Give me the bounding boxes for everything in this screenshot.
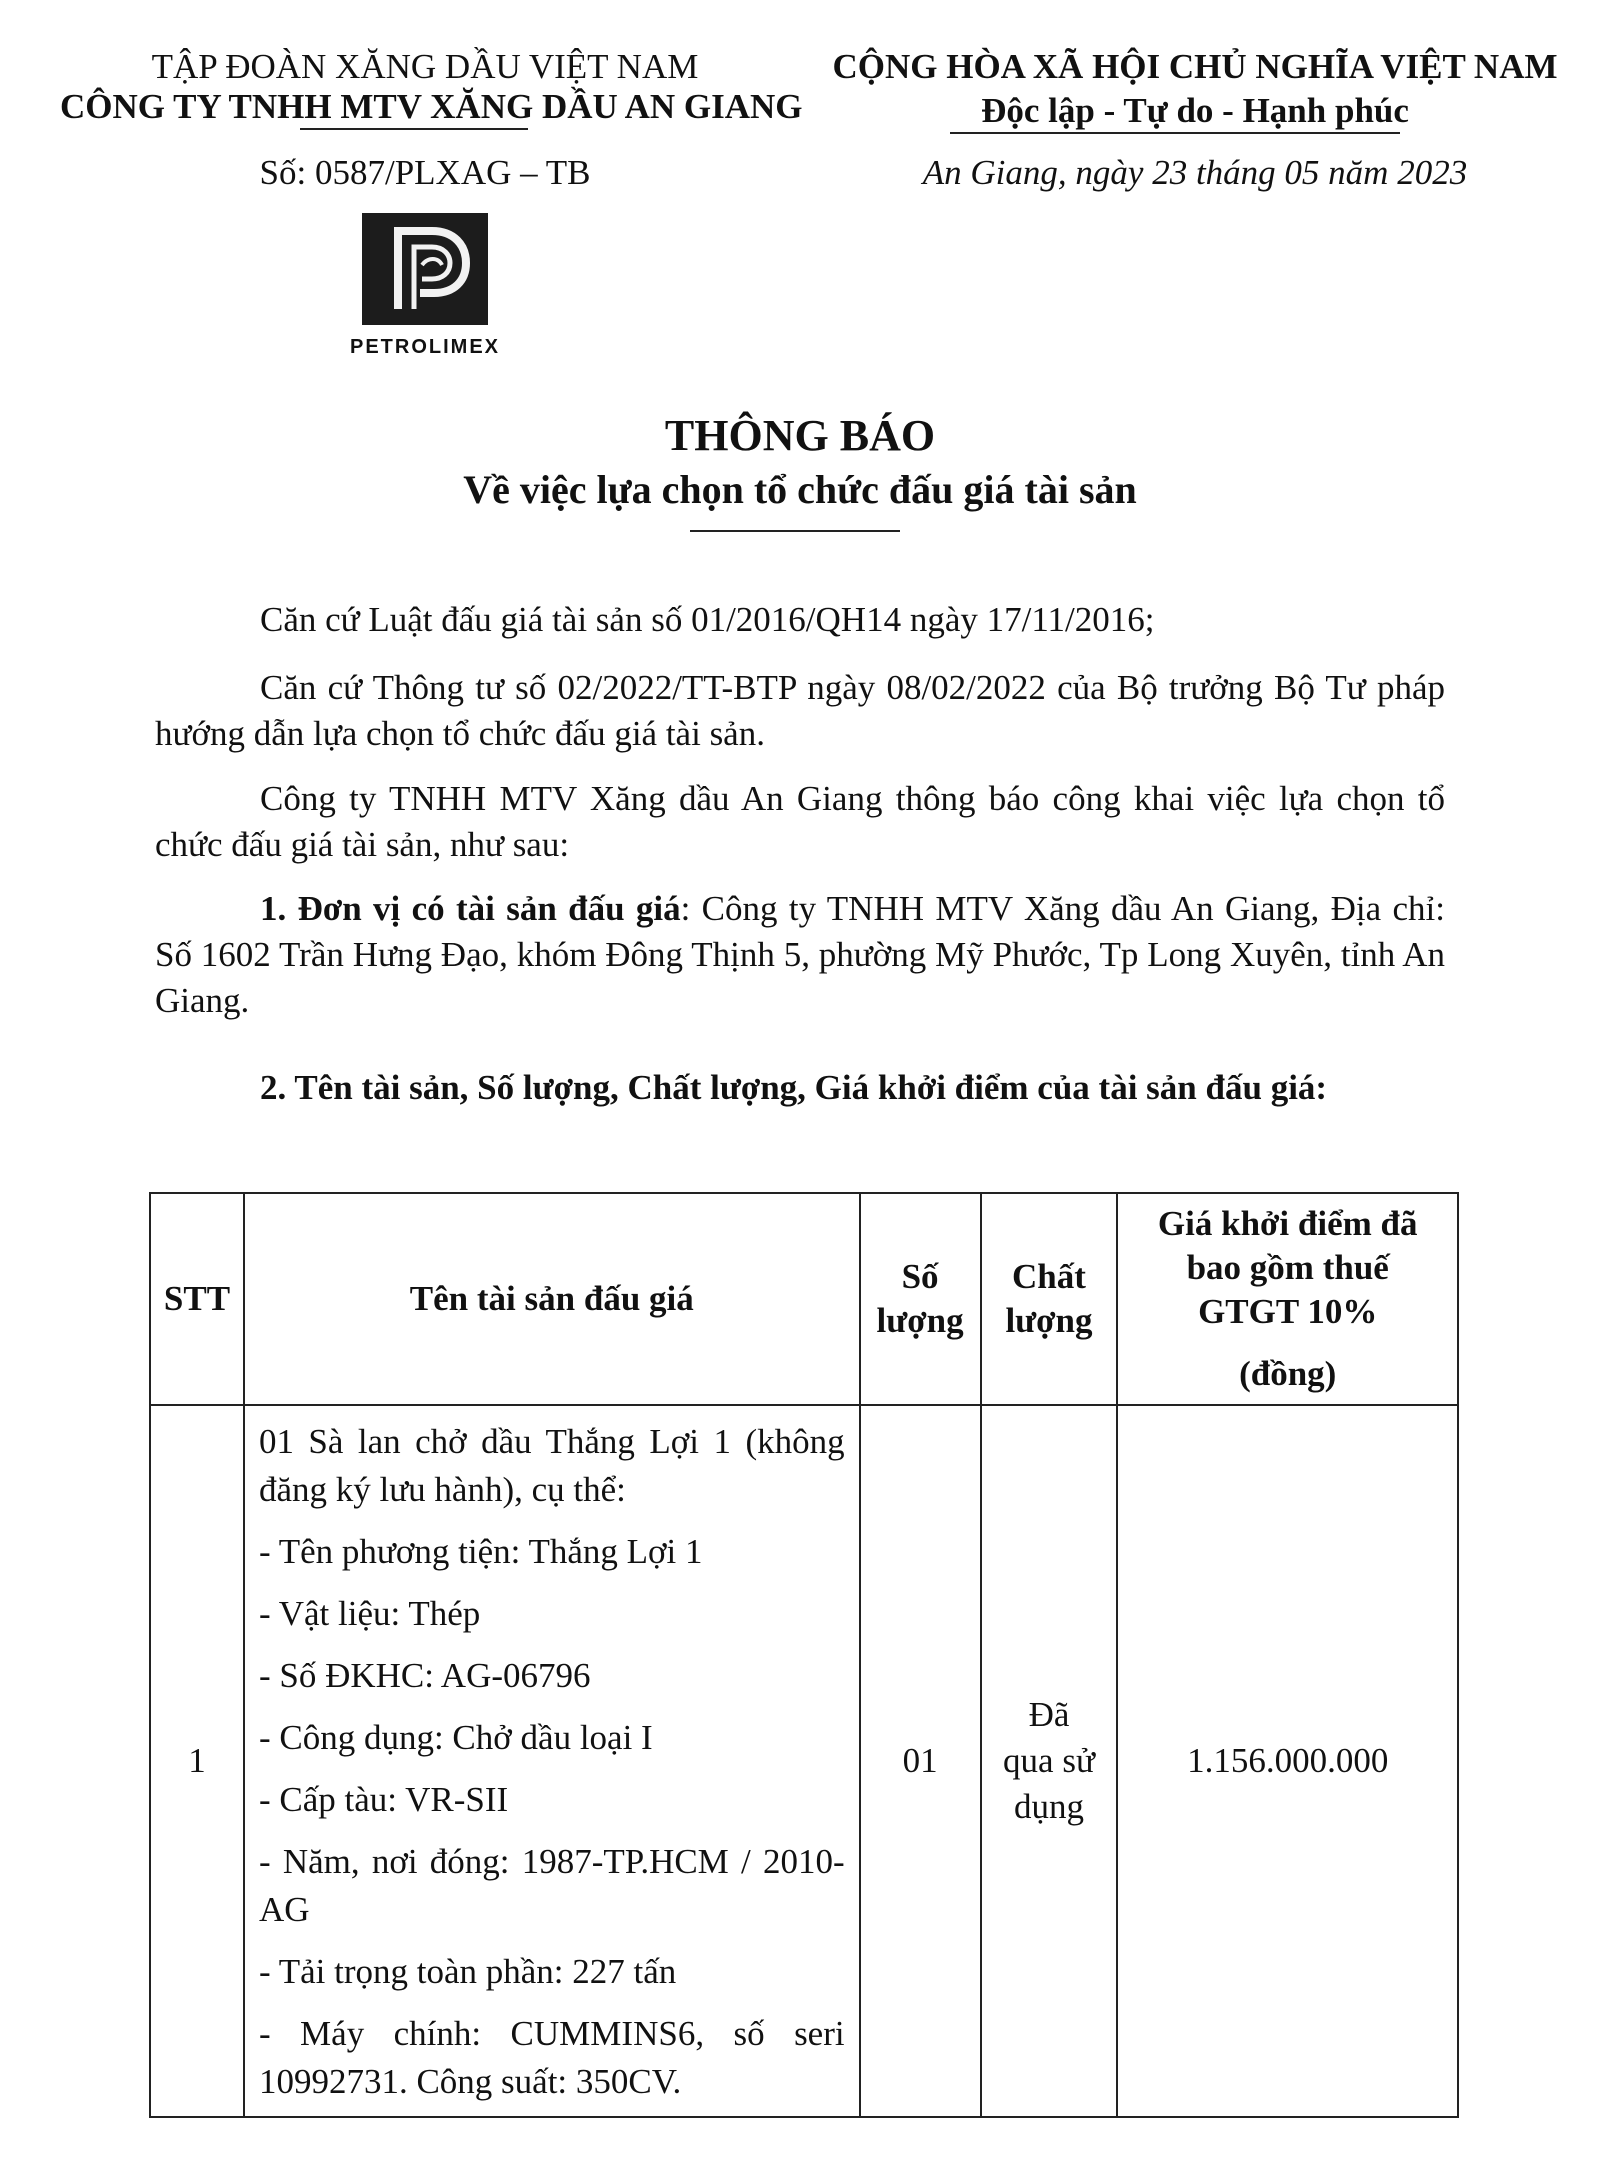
header-price-line-3: GTGT 10% <box>1198 1292 1378 1331</box>
asset-desc-line: - Máy chính: CUMMINS6, số seri 10992731. Công suất: 350CV. <box>258 2014 845 2101</box>
asset-desc-line: 01 Sà lan chở dầu Thắng Lợi 1 (không đăng ký lưu hành), cụ thể: <box>258 1422 845 1509</box>
asset-desc-line: - Tải trọng toàn phần: 227 tấn <box>258 1952 677 1991</box>
header-quality <box>981 1193 1118 1405</box>
quality-line-2: qua sử <box>1003 1741 1095 1780</box>
header-price-line-4: (đồng) <box>1239 1354 1337 1393</box>
table-row <box>150 1405 1458 2117</box>
header-asset-name: Tên tài sản đấu giá <box>244 1193 860 1405</box>
cell-quality <box>981 1405 1118 2117</box>
header-starting-price <box>1117 1193 1458 1405</box>
quality-line-1: Đã <box>1028 1695 1070 1734</box>
header-quality-line-2: lượng <box>1005 1301 1093 1340</box>
header-quantity-line-1: Số <box>901 1257 939 1296</box>
paragraph-legal-basis-1: Căn cứ Luật đấu giá tài sản số 01/2016/QH14 ngày 17/11/2016; <box>260 600 1155 639</box>
header-price-line-2: bao gồm thuế <box>1186 1248 1389 1287</box>
org-underline <box>300 128 528 130</box>
section-1-text: : Công ty TNHH MTV Xăng dầu An Giang, Địa chỉ: Số 1602 Trần Hưng Đạo, khóm Đông Thịnh 5, phường Mỹ Phước, Tp Long Xuyên, tỉnh An Giang. <box>155 889 1446 1020</box>
document-subtitle: Về việc lựa chọn tổ chức đấu giá tài sản <box>463 467 1137 512</box>
document-title: THÔNG BÁO <box>664 411 936 460</box>
paragraph-announcement: Công ty TNHH MTV Xăng dầu An Giang thông báo công khai việc lựa chọn tổ chức đấu giá tài sản, như sau: <box>155 779 1445 864</box>
title-underline <box>690 530 900 532</box>
header-stt: STT <box>150 1193 244 1405</box>
cell-starting-price: 1.156.000.000 <box>1117 1405 1458 2117</box>
section-1 <box>155 886 1445 1024</box>
asset-desc-line: - Cấp tàu: VR-SII <box>258 1780 509 1819</box>
petrolimex-logo-icon <box>362 213 488 325</box>
paragraph-legal-basis-2: Căn cứ Thông tư số 02/2022/TT-BTP ngày 08/02/2022 của Bộ trưởng Bộ Tư pháp hướng dẫn lựa chọn tổ chức đấu giá tài sản. <box>155 668 1445 753</box>
section-2-heading: 2. Tên tài sản, Số lượng, Chất lượng, Giá khởi điểm của tài sản đấu giá: <box>260 1068 1328 1107</box>
quality-line-3: dụng <box>1013 1787 1084 1826</box>
table-header-row <box>150 1193 1458 1405</box>
place-date: An Giang, ngày 23 tháng 05 năm 2023 <box>922 153 1468 192</box>
logo-text: PETROLIMEX <box>349 336 500 358</box>
asset-desc-line: - Số ĐKHC: AG-06796 <box>258 1656 591 1695</box>
header-price-line-1: Giá khởi điểm đã <box>1157 1204 1418 1243</box>
doc-number: Số: 0587/PLXAG – TB <box>259 153 591 192</box>
asset-table <box>149 1192 1459 2118</box>
asset-desc-line: - Năm, nơi đóng: 1987-TP.HCM / 2010-AG <box>258 1842 845 1929</box>
nation-title: CỘNG HÒA XÃ HỘI CHỦ NGHĨA VIỆT NAM <box>832 47 1558 86</box>
motto: Độc lập - Tự do - Hạnh phúc <box>981 91 1409 130</box>
cell-stt: 1 <box>150 1405 244 2117</box>
asset-desc-line: - Tên phương tiện: Thắng Lợi 1 <box>258 1532 703 1571</box>
asset-desc-line: - Vật liệu: Thép <box>258 1594 481 1633</box>
org-parent: TẬP ĐOÀN XĂNG DẦU VIỆT NAM <box>151 47 699 86</box>
header-quantity-line-2: lượng <box>876 1301 964 1340</box>
org-company: CÔNG TY TNHH MTV XĂNG DẦU AN GIANG <box>60 87 803 126</box>
asset-desc-line: - Công dụng: Chở dầu loại I <box>258 1718 653 1757</box>
cell-asset-description <box>244 1405 860 2117</box>
section-1-label: 1. Đơn vị có tài sản đấu giá <box>260 889 681 928</box>
cell-quantity: 01 <box>860 1405 981 2117</box>
motto-underline <box>950 132 1400 134</box>
header-quantity <box>860 1193 981 1405</box>
header-quality-line-1: Chất <box>1012 1257 1086 1296</box>
